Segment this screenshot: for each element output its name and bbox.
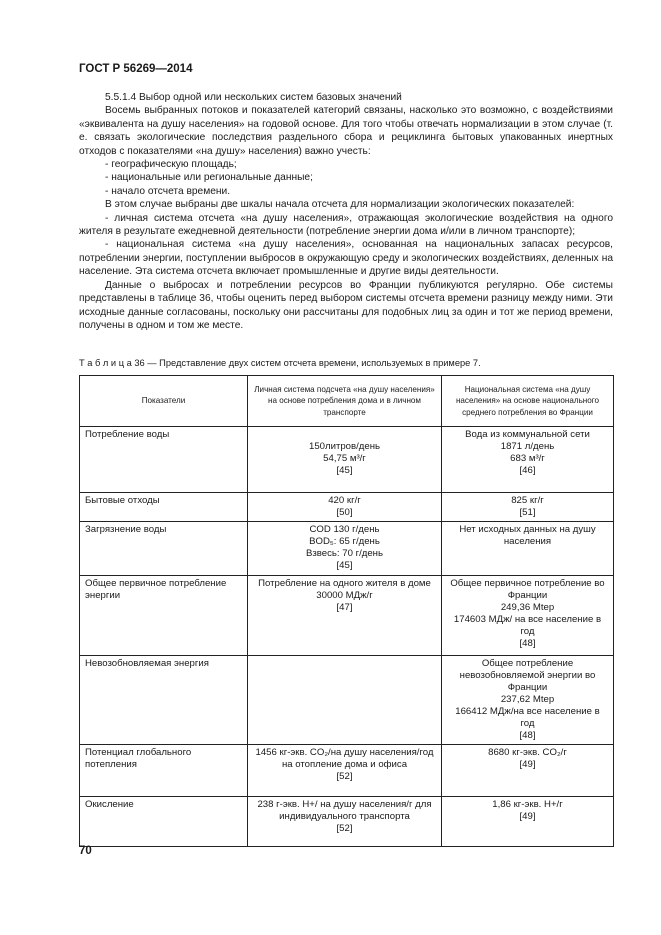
- cell-line: [45]: [336, 465, 353, 476]
- cell-line: COD 130 г/день: [309, 524, 380, 535]
- column-header: Показатели: [80, 376, 248, 427]
- page-number: 70: [79, 845, 92, 857]
- cell-line: 249,36 Mtep: [500, 602, 555, 613]
- list-item: - личная система отсчета «на душу населения», отражающая экологические воздействия на одного жителя в результате ежедневной деятельности (потребление энергии дома и/или в личном транспорте);: [79, 212, 613, 238]
- cell-line: BOD₅: 65 г/день: [309, 536, 380, 547]
- table-header-row: [80, 376, 614, 427]
- cell-line: [52]: [336, 771, 353, 782]
- cell-line: 174603 МДж/ на все население в год: [453, 614, 602, 637]
- list-item: - национальная система «на душу населения», основанная на национальных запасах ресурсов, потреблении энергии, поступлении выбросов в окружающую среду и экологических воздействиях, деленных на население. Эта система отсчета включает промышленные и другие виды деятельности.: [79, 239, 613, 278]
- column-header: Национальная система «на душу населения» на основе национального среднего потребления во Франции: [442, 376, 614, 427]
- paragraph: Восемь выбранных потоков и показателей категорий связаны, насколько это возможно, с воздействиями «эквивалента на душу населения» на годовой основе. Для того чтобы отвечать нормализации в этом случае (т. е. связать экологические последствия раздельного сбора и рециклинга бытовых упакованных инертных отходов с показателями «на душу» населения) важно учесть:: [79, 105, 613, 157]
- indicator-cell: Загрязнение воды: [80, 522, 248, 576]
- cell-line: [51]: [519, 507, 536, 518]
- cell-line: Потребление на одного жителя в доме: [258, 578, 431, 589]
- national-value-cell: [442, 427, 614, 493]
- indicator-cell: Невозобновляемая энергия: [80, 656, 248, 745]
- national-value-cell: [442, 797, 614, 847]
- list-item: - национальные или региональные данные;: [105, 172, 313, 184]
- cell-line: [46]: [519, 465, 536, 476]
- cell-line: Взвесь: 70 г/день: [306, 548, 383, 559]
- cell-line: 150литров/день: [308, 441, 381, 452]
- personal-value-cell: [248, 576, 442, 656]
- indicator-cell: Окисление: [80, 797, 248, 847]
- table-row: [80, 656, 614, 745]
- national-value-cell: [442, 745, 614, 797]
- cell-line: 825 кг/г: [511, 495, 544, 506]
- indicator-cell: Бытовые отходы: [80, 493, 248, 522]
- table-row: [80, 745, 614, 797]
- cell-line: Вода из коммунальной сети: [465, 429, 590, 440]
- cell-line: 1456 кг-экв. CO₂/на душу населения/год на отопление дома и офиса: [255, 747, 434, 770]
- cell-line: 1,86 кг-экв. H+/г: [492, 799, 563, 810]
- table-row: [80, 576, 614, 656]
- cell-line: [47]: [336, 602, 353, 613]
- list-item: - начало отсчета времени.: [105, 185, 231, 197]
- list-item: - географическую площадь;: [105, 159, 237, 171]
- document-code: ГОСТ Р 56269—2014: [79, 63, 193, 75]
- cell-line: 1871 л/день: [500, 441, 555, 452]
- cell-line: [48]: [519, 638, 536, 649]
- cell-line: 237,62 Mtep: [500, 694, 555, 705]
- personal-value-cell: [248, 522, 442, 576]
- indicator-cell: Общее первичное потребление энергии: [80, 576, 248, 656]
- table-row: [80, 522, 614, 576]
- cell-line: 238 г-экв. H+/ на душу населения/г для индивидуального транспорта: [257, 799, 432, 822]
- table-caption: Т а б л и ц а 36 — Представление двух систем отсчета времени, используемых в примере 7.: [79, 358, 481, 368]
- cell-spacer: [253, 429, 436, 441]
- paragraph: Данные о выбросах и потреблении ресурсов во Франции публикуются регулярно. Обе системы представлены в таблице 36, чтобы оценить перед выбором системы отсчета времени разницу между ними. Эти исходные данные согласованы, поскольку они рассчитаны для подобных лиц за один и тот же период времени, получены в одном и том же месте.: [79, 279, 613, 331]
- cell-line: [45]: [336, 560, 353, 571]
- cell-line: [49]: [519, 811, 536, 822]
- table-row: [80, 797, 614, 847]
- column-header: Личная система подсчета «на душу населения» на основе потребления дома и в личном транспорте: [248, 376, 442, 427]
- national-value-cell: [442, 656, 614, 745]
- personal-value-cell: [248, 493, 442, 522]
- cell-line: 8680 кг-экв. CO₂/г: [488, 747, 567, 758]
- indicator-cell: Потребление воды: [80, 427, 248, 493]
- personal-value-cell: [248, 745, 442, 797]
- table-row: [80, 427, 614, 493]
- cell-line: 683 м³/г: [510, 453, 545, 464]
- cell-line: 30000 МДж/г: [316, 590, 373, 601]
- personal-value-cell: [248, 797, 442, 847]
- cell-line: [52]: [336, 823, 353, 834]
- cell-line: [49]: [519, 759, 536, 770]
- personal-value-cell: [248, 656, 442, 745]
- cell-line: 166412 МДж/на все население в год: [455, 706, 600, 729]
- national-value-cell: [442, 576, 614, 656]
- cell-line: [48]: [519, 730, 536, 741]
- section-heading: 5.5.1.4 Выбор одной или нескольких систем базовых значений: [105, 92, 402, 103]
- data-table: [79, 375, 614, 847]
- national-value-cell: [442, 493, 614, 522]
- cell-line: [50]: [336, 507, 353, 518]
- paragraph: В этом случае выбраны две шкалы начала отсчета для нормализации экологических показателей:: [105, 199, 575, 211]
- personal-value-cell: [248, 427, 442, 493]
- cell-line: Нет исходных данных на душу населения: [459, 524, 596, 547]
- body-text: [79, 91, 613, 332]
- indicator-cell: Потенциал глобального потепления: [80, 745, 248, 797]
- cell-line: Общее потребление невозобновляемой энергии во Франции: [459, 658, 596, 693]
- table-row: [80, 493, 614, 522]
- cell-line: 54,75 м³/г: [323, 453, 366, 464]
- national-value-cell: [442, 522, 614, 576]
- cell-line: Общее первичное потребление во Франции: [450, 578, 605, 601]
- cell-line: 420 кг/г: [328, 495, 361, 506]
